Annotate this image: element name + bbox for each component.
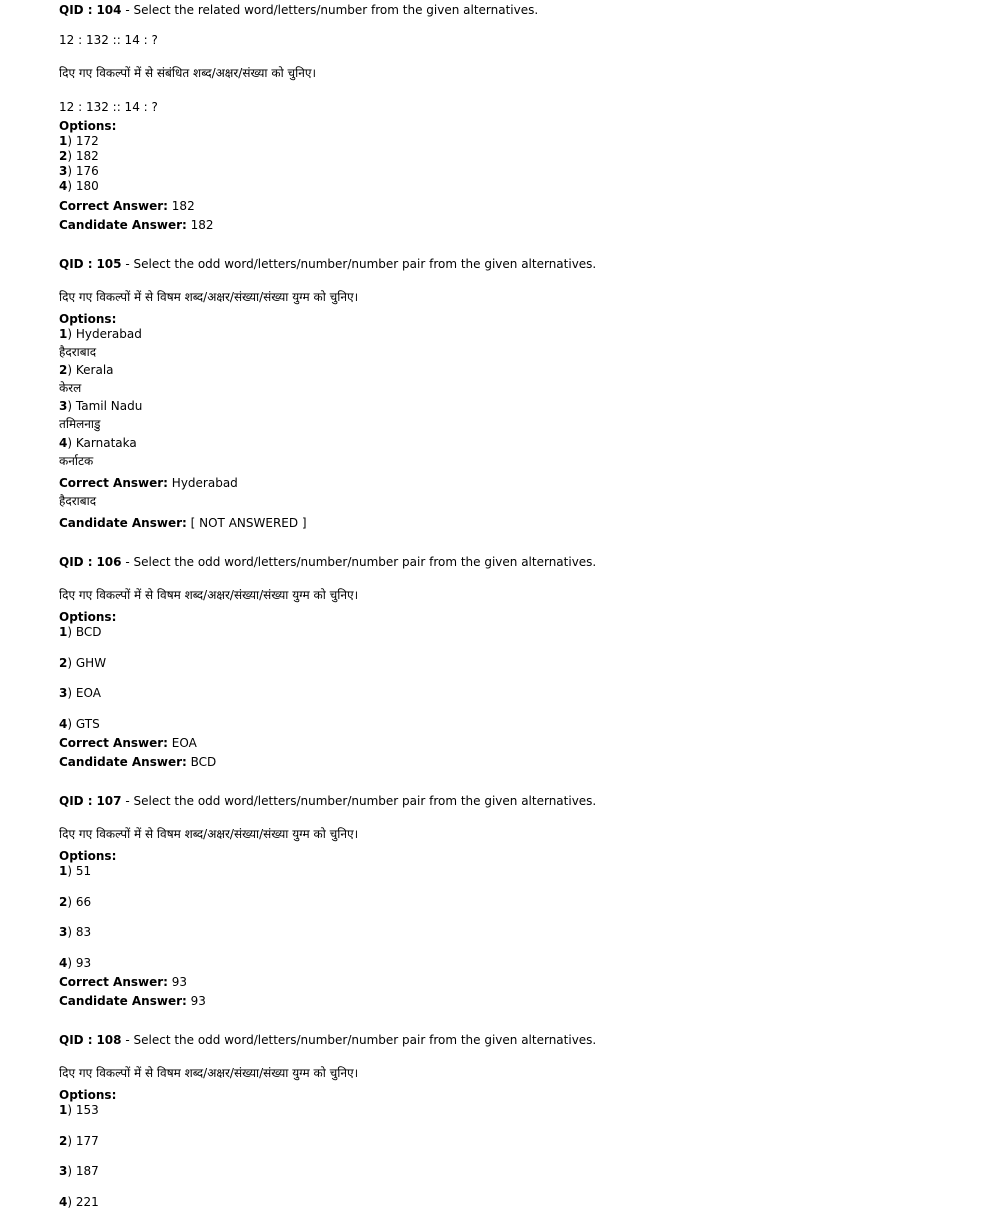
options-label: Options: bbox=[59, 312, 117, 326]
option-3: 3) 176 bbox=[59, 164, 99, 178]
correct-answer: Correct Answer: Hyderabad bbox=[59, 476, 238, 490]
prompt-en: Select the odd word/letters/number/number pair from the given alternatives. bbox=[133, 794, 597, 808]
dash: - bbox=[125, 257, 130, 271]
option-1: 1) Hyderabad bbox=[59, 327, 142, 341]
prompt-en: Select the odd word/letters/number/number pair from the given alternatives. bbox=[133, 555, 597, 569]
option-3: 3) 187 bbox=[59, 1164, 99, 1178]
question-header bbox=[59, 794, 596, 809]
option-4: 4) 93 bbox=[59, 956, 92, 970]
problem-en: 12 : 132 :: 14 : ? bbox=[59, 33, 158, 47]
question-header bbox=[59, 1033, 596, 1048]
candidate-answer: Candidate Answer: 93 bbox=[59, 994, 206, 1008]
option-4: 4) Karnataka bbox=[59, 436, 137, 450]
dash: - bbox=[125, 555, 130, 569]
option-3: 3) 83 bbox=[59, 925, 92, 939]
options-label: Options: bbox=[59, 610, 117, 624]
correct-answer: Correct Answer: 93 bbox=[59, 975, 188, 989]
options-label: Options: bbox=[59, 119, 117, 133]
prompt-hi: दिए गए विकल्पों में से विषम शब्द/अक्षर/संख्या/संख्या युग्म को चुनिए। bbox=[59, 588, 359, 602]
problem-hi: 12 : 132 :: 14 : ? bbox=[59, 100, 158, 114]
question-header bbox=[59, 555, 596, 570]
prompt-en: Select the odd word/letters/number/number pair from the given alternatives. bbox=[133, 257, 597, 271]
qid-number: 105 bbox=[96, 257, 122, 271]
option-3-hi: तमिलनाडु bbox=[59, 417, 101, 431]
option-4: 4) 180 bbox=[59, 179, 99, 193]
candidate-answer: Candidate Answer: 182 bbox=[59, 218, 214, 232]
dash: - bbox=[125, 794, 130, 808]
dash: - bbox=[125, 3, 130, 17]
option-2: 2) 66 bbox=[59, 895, 92, 909]
prompt-hi: दिए गए विकल्पों में से संबंधित शब्द/अक्षर/संख्या को चुनिए। bbox=[59, 66, 317, 80]
prompt-hi: दिए गए विकल्पों में से विषम शब्द/अक्षर/संख्या/संख्या युग्म को चुनिए। bbox=[59, 827, 359, 841]
option-2-hi: केरल bbox=[59, 381, 82, 395]
prompt-en: Select the odd word/letters/number/number pair from the given alternatives. bbox=[133, 1033, 597, 1047]
option-2: 2) Kerala bbox=[59, 363, 114, 377]
options-label: Options: bbox=[59, 849, 117, 863]
qid-number: 107 bbox=[96, 794, 122, 808]
qid-label: QID : bbox=[59, 794, 93, 808]
option-1: 1) BCD bbox=[59, 625, 102, 639]
option-1-hi: हैदराबाद bbox=[59, 345, 97, 359]
candidate-answer: Candidate Answer: [ NOT ANSWERED ] bbox=[59, 516, 307, 530]
question-header bbox=[59, 257, 596, 272]
prompt-hi: दिए गए विकल्पों में से विषम शब्द/अक्षर/संख्या/संख्या युग्म को चुनिए। bbox=[59, 1066, 359, 1080]
option-2: 2) GHW bbox=[59, 656, 107, 670]
option-4: 4) GTS bbox=[59, 717, 100, 731]
option-3: 3) Tamil Nadu bbox=[59, 399, 143, 413]
dash: - bbox=[125, 1033, 130, 1047]
prompt-hi: दिए गए विकल्पों में से विषम शब्द/अक्षर/संख्या/संख्या युग्म को चुनिए। bbox=[59, 290, 359, 304]
option-4-hi: कर्नाटक bbox=[59, 454, 94, 468]
option-3: 3) EOA bbox=[59, 686, 101, 700]
qid-label: QID : bbox=[59, 555, 93, 569]
option-4: 4) 221 bbox=[59, 1195, 99, 1209]
candidate-answer: Candidate Answer: BCD bbox=[59, 755, 217, 769]
correct-answer: Correct Answer: 182 bbox=[59, 199, 195, 213]
qid-number: 106 bbox=[96, 555, 122, 569]
prompt-en: Select the related word/letters/number from the given alternatives. bbox=[133, 3, 539, 17]
option-1: 1) 51 bbox=[59, 864, 92, 878]
options-label: Options: bbox=[59, 1088, 117, 1102]
correct-answer: Correct Answer: EOA bbox=[59, 736, 197, 750]
qid-number: 104 bbox=[96, 3, 122, 17]
qid-label: QID : bbox=[59, 1033, 93, 1047]
option-1: 1) 172 bbox=[59, 134, 99, 148]
option-1: 1) 153 bbox=[59, 1103, 99, 1117]
option-2: 2) 177 bbox=[59, 1134, 99, 1148]
qid-label: QID : bbox=[59, 3, 93, 17]
option-2: 2) 182 bbox=[59, 149, 99, 163]
qid-label: QID : bbox=[59, 257, 93, 271]
correct-answer-hi: हैदराबाद bbox=[59, 494, 97, 508]
qid-number: 108 bbox=[96, 1033, 122, 1047]
question-header bbox=[59, 3, 538, 18]
